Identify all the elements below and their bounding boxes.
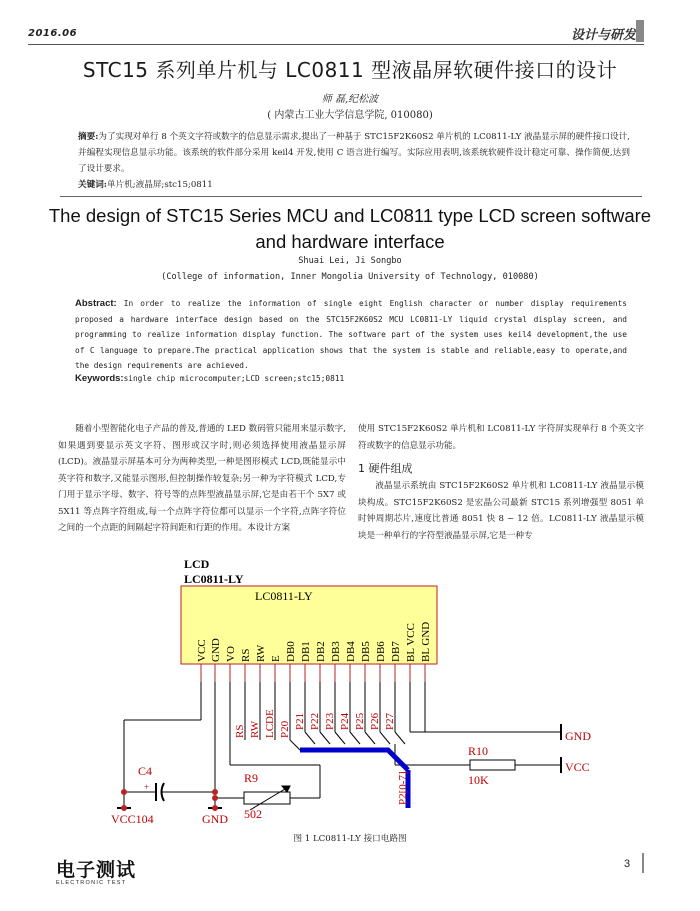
r9-name: R9: [244, 771, 259, 785]
authors-chinese: 师 磊,纪松波: [321, 94, 379, 105]
data-bus: [300, 750, 408, 770]
keywords-en-label: Keywords:: [75, 373, 124, 384]
svg-text:BL VCC: BL VCC: [405, 623, 417, 662]
c4-polarity: +: [144, 782, 150, 792]
svg-text:P23: P23: [324, 712, 336, 730]
title-chinese: STC15 系列单片机与 LC0811 型液晶屏软硬件接口的设计: [82, 58, 618, 82]
svg-text:DB3: DB3: [330, 641, 342, 662]
page-marker: [642, 853, 644, 873]
svg-text:DB1: DB1: [300, 641, 312, 662]
svg-text:VCC: VCC: [196, 639, 208, 662]
c4-name: C4: [138, 764, 153, 778]
journal-logo: 电子测试: [56, 859, 137, 881]
body-right-continuation: 使用 STC15F2K60S2 单片机和 LC0811-LY 字符屏实现单行 8 个英文字符或数字的信息显示功能。: [358, 424, 644, 451]
svg-text:DB5: DB5: [360, 641, 372, 662]
svg-text:P25: P25: [354, 712, 366, 730]
svg-text:DB4: DB4: [345, 641, 357, 662]
figure-caption: 图 1 LC0811-LY 接口电路图: [293, 834, 407, 844]
svg-text:P20: P20: [279, 720, 291, 738]
vcc104-label: VCC104: [111, 812, 154, 826]
page-number: 3: [624, 858, 631, 870]
svg-text:DB2: DB2: [315, 641, 327, 662]
svg-text:P27: P27: [384, 712, 396, 730]
svg-text:P24: P24: [339, 712, 351, 730]
svg-text:P26: P26: [369, 712, 381, 730]
affiliation-chinese: ( 内蒙古工业大学信息学院, 010080): [267, 110, 433, 121]
svg-text:DB7: DB7: [390, 641, 402, 662]
gnd-bottom-label: GND: [202, 812, 228, 826]
abstract-cn-label: 摘要:: [78, 132, 99, 142]
abstract-en-text: In order to realize the information of single eight English character or number display requirements proposed a hardware interface design based on the STC15F2K60S2 MCU LC0811-LY liquid crystal display screen, and programming to realize information display function. The software part of the system uses keil4 development,the use of C language to prepare.The practical application shows that the system is stable and reliable,easy to operate,and the design requirements are achieved.: [75, 299, 627, 370]
r10-name: R10: [468, 744, 489, 758]
body-paragraph-2: 液晶显示系统由 STC15F2K60S2 单片机和 LC0811-LY 液晶显示模块构成。STC15F2K60S2 是宏晶公司最新 STC15 系列增强型 8051 单时钟周期芯片,速度比普通 8051 快 8 ~ 12 倍。LC0811-LY 液晶显示模块是一种单行的字符型液晶显示屏,它是一种专: [358, 481, 644, 541]
abstract-en-label: Abstract:: [75, 298, 117, 309]
svg-text:DB6: DB6: [375, 641, 387, 662]
authors-english: Shuai Lei, Ji Songbo: [298, 256, 402, 266]
svg-text:P21: P21: [294, 712, 306, 730]
potentiometer-r9: [244, 792, 290, 804]
svg-text:P22: P22: [309, 712, 321, 730]
svg-text:VO: VO: [225, 646, 237, 662]
module-label: LC0811-LY: [255, 589, 313, 603]
svg-text:DB0: DB0: [285, 641, 297, 662]
bus-label: P2[0-7]: [397, 771, 409, 805]
svg-text:RW: RW: [255, 644, 267, 662]
lcd-model-label: LC0811-LY: [184, 572, 244, 586]
journal-logo-subtitle: ELECTRONIC TEST: [56, 880, 127, 886]
vcc-label: VCC: [565, 760, 590, 774]
section-label: 设计与研发: [570, 28, 636, 43]
keywords-cn-text: 单片机;液晶屏;stc15;0811: [106, 180, 213, 190]
issue-date: 2016.06: [28, 28, 78, 39]
svg-text:E: E: [270, 655, 282, 662]
r9-value: 502: [244, 807, 262, 821]
svg-text:BL GND: BL GND: [420, 621, 432, 662]
title-english: The design of STC15 Series MCU and LC0811 type LCD screen software and hardware interface: [48, 205, 652, 252]
svg-text:RS: RS: [240, 648, 252, 662]
r10-value: 10K: [468, 773, 489, 787]
svg-text:GND: GND: [210, 638, 222, 662]
gnd-label: GND: [565, 729, 591, 743]
svg-text:LCDE: LCDE: [264, 709, 276, 738]
keywords-en-text: single chip microcomputer;LCD screen;stc15;0811: [123, 374, 345, 383]
net-labels: [234, 709, 409, 805]
affiliation-english: (College of information, Inner Mongolia University of Technology, 010080): [161, 272, 539, 282]
abstract-cn-text: 为了实现对单行 8 个英文字符或数字的信息显示需求,提出了一种基于 STC15F2K60S2 单片机的 LC0811-LY 液晶显示屏的硬件接口设计,并编程实现信息显示功能。该系统的软件部分采用 keil4 开发,使用 C 语言进行编写。实际应用表明,该系统软硬件设计稳定可靠、操作简便,达到了设计要求。: [78, 132, 630, 174]
lcd-label: LCD: [184, 557, 210, 571]
pin-leads: [201, 664, 425, 682]
svg-text:RS: RS: [234, 724, 246, 738]
keywords-cn-label: 关键词:: [78, 180, 107, 190]
body-paragraph-1: 随着小型智能化电子产品的普及,普通的 LED 数码管只能用来显示数字,如果遇到要显示英文字符、图形或汉字时,则必须选择使用液晶显示屏(LCD)。液晶显示屏基本可分为两种类型,一种是图形模式 LCD,既能显示中英字符和数字,又能显示图形,但控制操作较复杂;另一种为字符模式 LCD,专门用于显示字母、数字、符号等的点阵型液晶显示屏,它是由若干个 5X7 或 5X11 等点阵字符组成,每一个点阵字符位都可以显示一个字符,点阵字符位之间的一个点距的间隔起字符间距和行距的作用。本设计方案: [58, 424, 346, 533]
section-heading-hardware: 1 硬件组成: [358, 462, 413, 475]
resistor-r10: [470, 760, 515, 770]
svg-text:RW: RW: [249, 720, 261, 738]
